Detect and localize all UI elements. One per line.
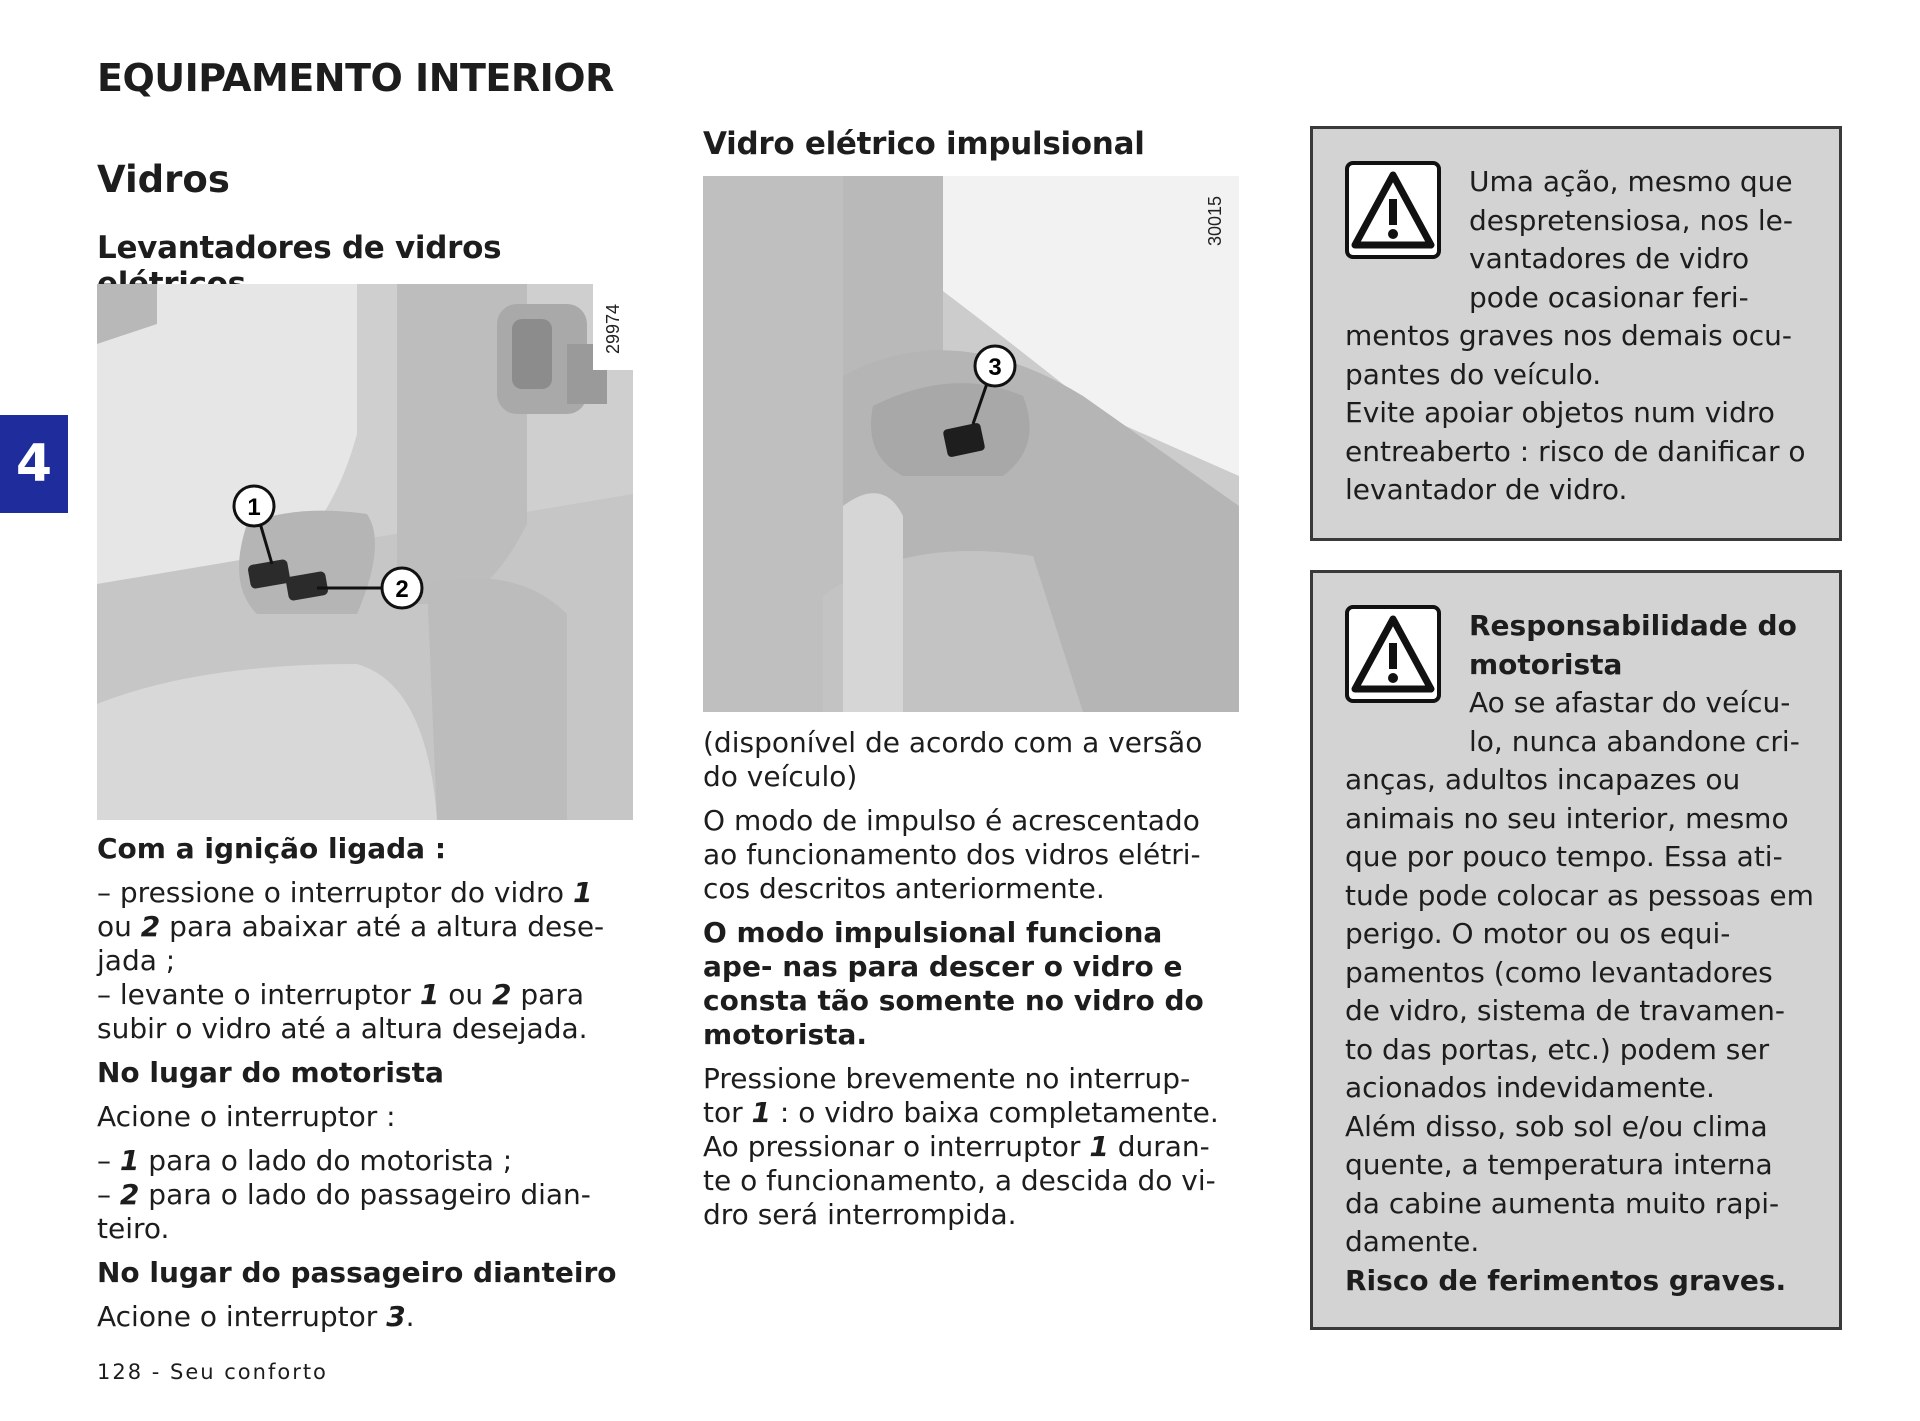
left-body: Com a ignição ligada : – pressione o interruptor do vidro 1 ou 2 para abaixar até a altura dese- jada ; – levante o interruptor 1 ou 2 para subir o vidro até a altura desejada. No lugar do motorista Acione o interruptor : – 1 para o lado do motorista ; – 2 para o lado do passageiro dian- teiro. No lugar do passageiro dianteiro Acione o interruptor 3.	[97, 832, 637, 1344]
chapter-tab: 4	[0, 415, 68, 513]
impulse-text: O modo de impulso é acrescentado ao funcionamento dos vidros elétri- cos descritos anteriormente.	[703, 804, 1201, 905]
door-switch-illustration	[97, 284, 633, 820]
svg-text:3: 3	[988, 354, 1002, 381]
availability-text: (disponível de acordo com a versão do veículo)	[703, 726, 1203, 793]
driver-heading: No lugar do motorista	[97, 1056, 444, 1089]
svg-text:1: 1	[247, 494, 261, 521]
callout-3	[975, 346, 1015, 386]
ignition-heading: Com a ignição ligada :	[97, 832, 447, 865]
page-footer: 128 - Seu conforto	[97, 1360, 328, 1384]
subsection-title: Levantadores de vidros	[97, 230, 502, 266]
section-title: Vidros	[97, 158, 230, 201]
callout-2	[382, 568, 422, 608]
passenger-heading: No lugar do passageiro dianteiro	[97, 1256, 617, 1289]
page-header-title: EQUIPAMENTO INTERIOR	[97, 56, 614, 100]
impulse-bold-note: O modo impulsional funciona ape- nas para descer o vidro e consta tão somente no vidro do motorista.	[703, 916, 1204, 1051]
warning-box-window-injury: Uma ação, mesmo que despretensiosa, nos le- vantadores de vidro pode ocasionar feri- mentos graves nos demais ocu- pantes do veículo. Evite apoiar objetos num vidro entreaberto : risco de danificar o levantador de vidro.	[1310, 126, 1842, 541]
figure-code: 29974	[603, 303, 623, 354]
driver-text: Acione o interruptor :	[97, 1100, 396, 1133]
impulse-switch-illustration	[703, 176, 1239, 712]
callout-1	[234, 486, 274, 526]
svg-text:2: 2	[395, 576, 409, 603]
warning-triangle-icon	[1345, 161, 1441, 259]
warning-triangle-icon	[1345, 605, 1441, 703]
figure-code: 30015	[1205, 195, 1225, 246]
warning-box-driver-responsibility: Responsabilidade do motorista Ao se afastar do veícu- lo, nunca abandone cri- anças, adultos incapazes ou animais no seu interior, mesmo que por pouco tempo. Essa ati- tude pode colocar as pessoas em perigo. O motor ou os equi- pamentos (como levantadores de vidro, sistema de travamen- to das portas, etc.) podem ser acionados indevidamente. Além disso, sob sol e/ou clima quente, a temperatura interna da cabine aumenta muito rapi- damente. Risco de ferimentos graves.	[1310, 570, 1842, 1330]
impulse-title: Vidro elétrico impulsional	[703, 126, 1145, 162]
warning-title: Responsabilidade do motorista	[1469, 609, 1797, 681]
middle-body: (disponível de acordo com a versão do veículo) O modo de impulso é acrescentado ao funcionamento dos vidros elétri- cos descritos anteriormente. O modo impulsional funciona ape- nas para descer o vidro e consta tão somente no vidro do motorista. Pressione brevemente no interrup- tor 1 : o vidro baixa completamente. Ao pressionar o interruptor 1 duran- te o funcionamento, a descida do vi- dro será interrompida.	[703, 726, 1233, 1242]
